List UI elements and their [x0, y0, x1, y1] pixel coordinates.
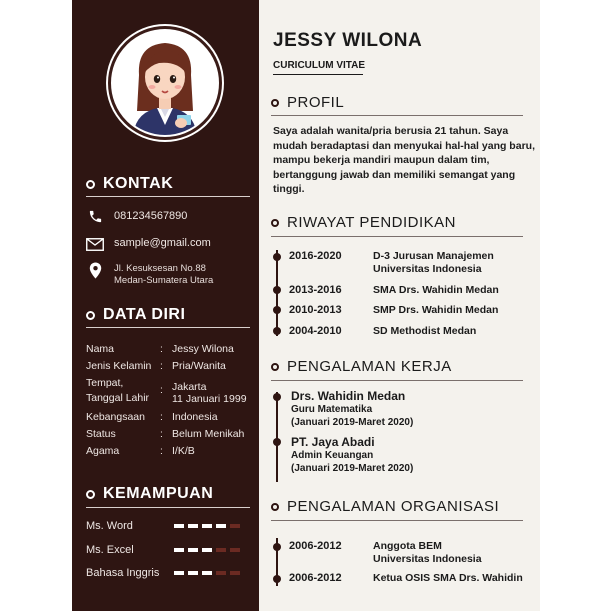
skill-level-segment — [230, 571, 240, 575]
work-company: PT. Jaya Abadi — [291, 435, 375, 449]
skill-level-segment — [216, 548, 226, 552]
skill-level-segment — [188, 524, 198, 528]
personal-row — [86, 377, 258, 411]
education-item — [289, 284, 499, 297]
timeline-dot — [273, 543, 281, 551]
personal-key: Kebangsaan — [86, 411, 145, 423]
circle-bullet-icon — [86, 490, 95, 499]
timeline-line — [276, 392, 278, 482]
organization-heading — [271, 498, 499, 515]
organization-desc: Ketua OSIS SMA Drs. Wahidin — [373, 572, 523, 584]
skill-level-segment — [216, 524, 226, 528]
skill-level-segment — [188, 548, 198, 552]
personal-key: Nama — [86, 343, 115, 355]
divider — [271, 236, 523, 237]
timeline-dot — [273, 393, 281, 401]
work-item — [291, 436, 413, 475]
divider — [271, 520, 523, 521]
personal-value: Pria/Wanita — [172, 360, 226, 372]
skill-label: Bahasa Inggris — [86, 567, 160, 579]
divider — [86, 327, 250, 328]
personal-colon: : — [160, 384, 163, 396]
personal-row — [86, 445, 258, 462]
education-desc: SD Methodist Medan — [373, 325, 477, 337]
divider — [86, 196, 250, 197]
phone-text: 081234567890 — [114, 210, 188, 222]
contact-address — [86, 262, 213, 287]
education-item — [289, 304, 498, 317]
personal-key: Tanggal Lahir — [86, 392, 150, 404]
personal-value: Jessy Wilona — [172, 343, 234, 355]
avatar-illustration — [111, 29, 219, 137]
education-heading — [271, 214, 456, 231]
circle-bullet-icon — [271, 99, 279, 107]
skill-level-bar — [174, 524, 240, 528]
education-item — [289, 250, 494, 276]
personal-data-list — [86, 343, 258, 462]
timeline-dot — [273, 438, 281, 446]
divider — [86, 507, 250, 508]
circle-bullet-icon — [271, 219, 279, 227]
address-line-1: Jl. Kesuksesan No.88 — [114, 263, 206, 274]
organization-item — [289, 572, 523, 585]
email-text: sample@gmail.com — [114, 237, 211, 249]
data-diri-heading-text: DATA DIRI — [103, 306, 186, 323]
document-subtitle: CURICULUM VITAE — [273, 60, 366, 71]
divider — [271, 380, 523, 381]
sidebar — [72, 0, 259, 611]
work-position: Admin Keuangan — [291, 450, 374, 461]
education-heading-text: RIWAYAT PENDIDIKAN — [287, 214, 457, 231]
circle-bullet-icon — [86, 180, 95, 189]
education-desc: SMA Drs. Wahidin Medan — [373, 284, 499, 296]
work-item — [291, 390, 413, 429]
work-position: Guru Matematika — [291, 404, 373, 415]
skill-label: Ms. Word — [86, 520, 133, 532]
organization-desc: Universitas Indonesia — [373, 553, 482, 565]
skill-level-segment — [230, 548, 240, 552]
work-heading-text: PENGALAMAN KERJA — [287, 358, 452, 375]
personal-row — [86, 343, 258, 360]
personal-value: I/K/B — [172, 445, 195, 457]
personal-key: Jenis Kelamin — [86, 360, 152, 372]
skill-level-bar — [174, 548, 240, 552]
avatar — [108, 26, 222, 140]
circle-bullet-icon — [271, 363, 279, 371]
organization-item — [289, 540, 482, 566]
personal-key: Agama — [86, 445, 120, 457]
profil-heading-text: PROFIL — [287, 94, 345, 111]
education-desc: SMP Drs. Wahidin Medan — [373, 304, 499, 316]
skill-level-segment — [174, 548, 184, 552]
circle-bullet-icon — [271, 503, 279, 511]
divider — [271, 115, 523, 116]
education-years: 2004-2010 — [289, 325, 342, 337]
skill-level-segment — [202, 571, 212, 575]
skill-label: Ms. Excel — [86, 544, 134, 556]
kontak-heading-text: KONTAK — [103, 175, 174, 192]
candidate-name: JESSY WILONA — [273, 30, 423, 51]
mail-icon — [86, 236, 104, 252]
work-company: Drs. Wahidin Medan — [291, 389, 406, 403]
personal-key: Status — [86, 428, 116, 440]
profil-heading — [271, 94, 344, 111]
skill-row — [86, 544, 256, 556]
profile-paragraph: Saya adalah wanita/pria berusia 21 tahun. Saya mudah beradaptasi dan menyukai hal-hal yang baru, mampu bekerja mandiri maupun dalam tim, bertanggung jawab dan memiliki semangat yang tinggi. — [273, 125, 535, 195]
timeline-dot — [273, 253, 281, 261]
contact-email — [86, 236, 211, 252]
skill-level-segment — [174, 524, 184, 528]
skill-level-segment — [202, 524, 212, 528]
organization-years: 2006-2012 — [289, 572, 342, 584]
education-years: 2013-2016 — [289, 284, 342, 296]
address-line-2: Medan-Sumatera Utara — [114, 275, 214, 286]
timeline-dot — [273, 575, 281, 583]
kemampuan-heading — [86, 485, 213, 503]
personal-value: Indonesia — [172, 411, 218, 423]
organization-heading-text: PENGALAMAN ORGANISASI — [287, 498, 500, 515]
skill-level-bar — [174, 571, 240, 575]
personal-colon: : — [160, 445, 163, 457]
personal-row — [86, 411, 258, 428]
work-heading — [271, 358, 452, 375]
circle-bullet-icon — [86, 311, 95, 320]
education-years: 2016-2020 — [289, 250, 342, 262]
skill-level-segment — [188, 571, 198, 575]
organization-desc: Anggota BEM — [373, 540, 442, 552]
kemampuan-heading-text: KEMAMPUAN — [103, 485, 214, 502]
personal-value: Belum Menikah — [172, 428, 245, 440]
organization-years: 2006-2012 — [289, 540, 342, 552]
personal-row — [86, 428, 258, 445]
personal-colon: : — [160, 428, 163, 440]
personal-key: Tempat, — [86, 377, 124, 389]
timeline-dot — [273, 286, 281, 294]
timeline-dot — [273, 327, 281, 335]
personal-row — [86, 360, 258, 377]
education-item — [289, 325, 476, 338]
personal-colon: : — [160, 343, 163, 355]
skill-level-segment — [202, 548, 212, 552]
kontak-heading — [86, 175, 173, 193]
personal-value: 11 Januari 1999 — [172, 393, 247, 405]
divider — [273, 74, 363, 75]
skill-level-segment — [216, 571, 226, 575]
personal-colon: : — [160, 411, 163, 423]
work-period: (Januari 2019-Maret 2020) — [291, 463, 414, 474]
education-desc: Universitas Indonesia — [373, 263, 482, 275]
phone-icon — [86, 208, 104, 224]
location-pin-icon — [86, 262, 104, 278]
main-content — [259, 0, 540, 611]
contact-phone — [86, 208, 187, 224]
skill-row — [86, 520, 256, 532]
work-period: (Januari 2019-Maret 2020) — [291, 417, 414, 428]
skill-level-segment — [230, 524, 240, 528]
education-desc: D-3 Jurusan Manajemen — [373, 250, 494, 262]
data-diri-heading — [86, 306, 185, 324]
skill-row — [86, 567, 256, 579]
education-years: 2010-2013 — [289, 304, 342, 316]
timeline-dot — [273, 306, 281, 314]
skill-level-segment — [174, 571, 184, 575]
personal-colon: : — [160, 360, 163, 372]
personal-value: Jakarta — [172, 381, 207, 393]
